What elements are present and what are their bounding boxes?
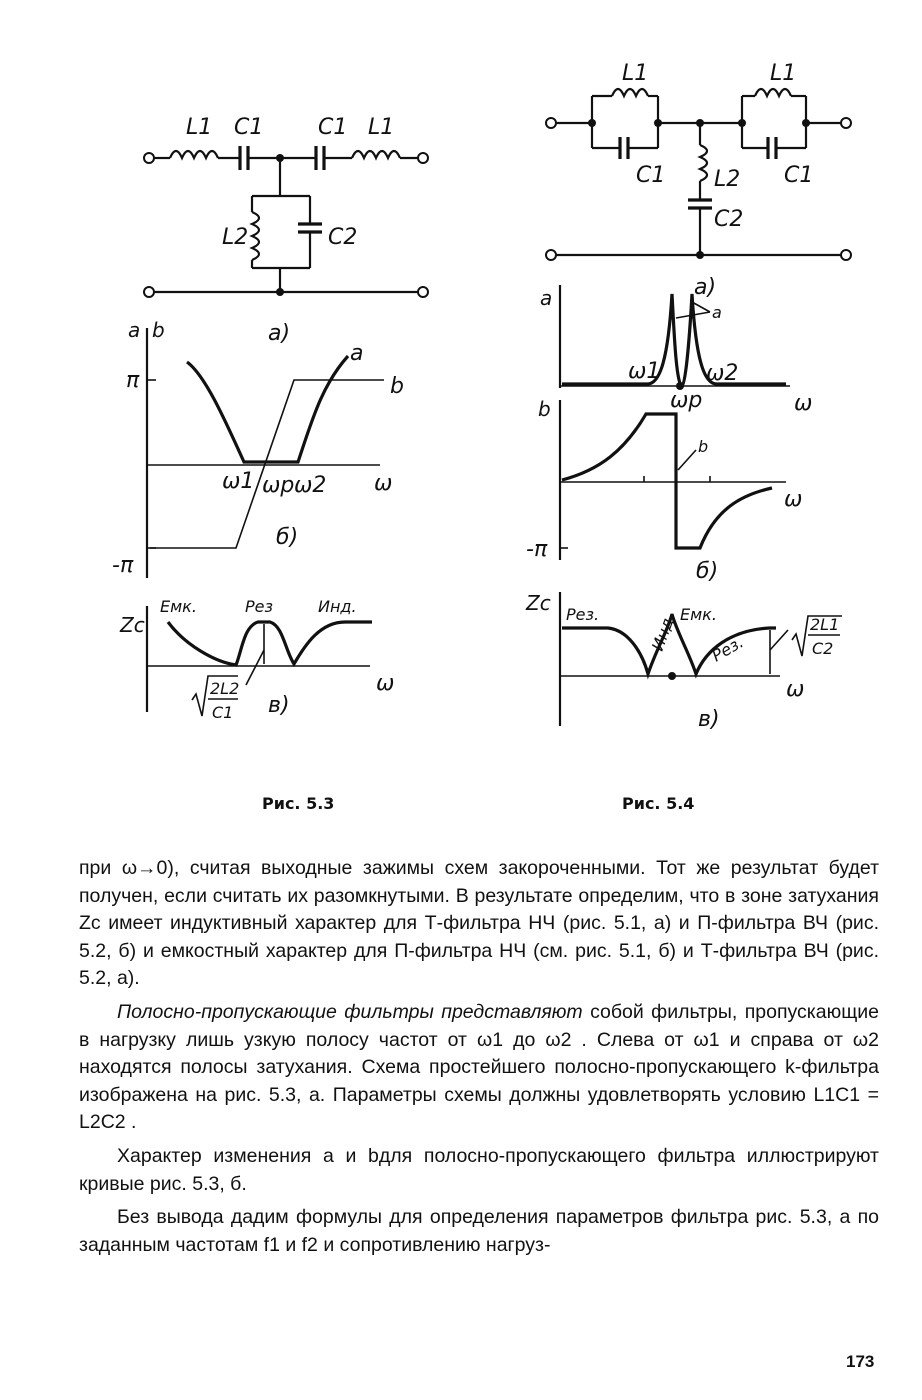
label-neg-pi: -π bbox=[112, 553, 134, 578]
curve-b bbox=[150, 380, 384, 548]
curve-b-label: b bbox=[698, 437, 709, 456]
label-c2: C2 bbox=[328, 225, 358, 250]
label-w2: ω2 bbox=[294, 473, 327, 498]
inductor-l2 bbox=[700, 145, 707, 181]
fig54-caption: Рис. 5.4 bbox=[622, 794, 695, 813]
terminal bbox=[144, 153, 154, 163]
y-label-b: b bbox=[152, 318, 165, 342]
label-rez2: Рез. bbox=[708, 632, 747, 666]
label-l2: L2 bbox=[222, 225, 249, 250]
label-c1-left: C1 bbox=[636, 163, 666, 188]
label-c2: C2 bbox=[714, 207, 744, 232]
label-rez1: Рез. bbox=[566, 605, 600, 624]
label-emk: Емк. bbox=[680, 605, 717, 624]
inductor-l1-left bbox=[612, 89, 648, 96]
paragraph-3: Характер изменения a и bдля полосно-пропускающего фильтра иллюстрируют кривые рис. 5.3, б. bbox=[79, 1144, 879, 1195]
curve-b bbox=[562, 414, 772, 548]
label-l1-right: L1 bbox=[368, 115, 395, 140]
label-wp: ωp bbox=[670, 388, 703, 413]
fig54-zc-plot bbox=[525, 591, 842, 732]
fig54-b-plot bbox=[526, 397, 802, 584]
label-w: ω bbox=[784, 487, 803, 512]
label-pi: π bbox=[126, 368, 140, 393]
label-c1-right: C1 bbox=[318, 115, 348, 140]
fig53-sublabel-c: в) bbox=[268, 693, 290, 718]
label-rez: Рез bbox=[245, 597, 273, 616]
label-l2: L2 bbox=[714, 167, 741, 192]
body-text bbox=[79, 855, 879, 1259]
sqrt-den: C1 bbox=[212, 703, 234, 722]
y-label-a: a bbox=[128, 318, 141, 342]
paragraph-2-term: Полосно-пропускающие фильтры представляют bbox=[117, 1000, 583, 1023]
label-w: ω bbox=[794, 391, 813, 416]
fig53-circuit bbox=[144, 115, 428, 346]
curve-a bbox=[187, 356, 348, 462]
label-l1-left: L1 bbox=[622, 61, 649, 86]
label-w: ω bbox=[374, 471, 393, 496]
y-label-zc: Zc bbox=[120, 613, 145, 637]
inductor-l1-right bbox=[755, 89, 791, 96]
y-label-zc: Zc bbox=[526, 591, 551, 615]
inductor-l2 bbox=[252, 212, 259, 260]
label-ind: Инд bbox=[647, 615, 678, 654]
label-neg-pi: -π bbox=[526, 537, 548, 562]
label-w1: ω1 bbox=[222, 469, 255, 494]
paragraph-4: Без вывода дадим формулы для определения параметров фильтра рис. 5.3, а по заданным частотам f1 и f2 и сопротивлению нагруз- bbox=[79, 1206, 879, 1256]
paragraph-2 bbox=[79, 999, 879, 1137]
label-ind: Инд. bbox=[318, 597, 357, 616]
label-wp: ωp bbox=[262, 473, 295, 498]
fig53-phase-plot bbox=[112, 318, 404, 578]
curve-a-label: a bbox=[712, 303, 722, 322]
label-l1-right: L1 bbox=[770, 61, 797, 86]
label-w: ω bbox=[376, 671, 395, 696]
fig53-sublabel-b: б) bbox=[276, 525, 299, 550]
fig53-caption: Рис. 5.3 bbox=[262, 794, 335, 813]
fig54-sublabel-b: б) bbox=[696, 559, 719, 584]
label-c1-right: C1 bbox=[784, 163, 814, 188]
label-c1-left: C1 bbox=[234, 115, 264, 140]
fig54-sublabel-c: в) bbox=[698, 707, 720, 732]
fig54-a-plot bbox=[540, 285, 812, 416]
fig54-sublabel-a: а) bbox=[694, 275, 717, 300]
fig54-circuit bbox=[546, 61, 851, 300]
label-emk: Емк. bbox=[160, 597, 197, 616]
label-w2: ω2 bbox=[706, 361, 739, 386]
sqrt-den: C2 bbox=[812, 639, 834, 658]
label-l1-left: L1 bbox=[186, 115, 213, 140]
fig53-zc-plot bbox=[119, 597, 394, 722]
y-label-a: a bbox=[540, 286, 553, 310]
page-number: 173 bbox=[846, 1352, 875, 1371]
curve-a-label: a bbox=[350, 341, 364, 366]
zc-curve bbox=[168, 622, 372, 665]
sqrt-num: 2L1 bbox=[810, 615, 840, 634]
inductor-l1-right bbox=[352, 151, 400, 158]
paragraph-1: при ω→0), считая выходные зажимы схем закороченными. Тот же результат будет получен, если считать их разомкнутыми. В результате определим, что в зоне затухания Zc имеет индуктивный характер для Т-фильтра НЧ (рис. 5.1, а) и П-фильтра ВЧ (рис. 5.2, б) и емкостный характер для П-фильтра НЧ (см. рис. 5.1, б) и Т-фильтра ВЧ (рис. 5.2, а). bbox=[79, 857, 879, 990]
label-w1: ω1 bbox=[628, 359, 661, 384]
sqrt-num: 2L2 bbox=[210, 679, 240, 698]
curve-b-label: b bbox=[390, 374, 404, 399]
fig53-sublabel-a: а) bbox=[268, 321, 291, 346]
label-w: ω bbox=[786, 677, 805, 702]
curve-a bbox=[562, 294, 786, 386]
inductor-l1-left bbox=[170, 151, 218, 158]
y-label-b: b bbox=[538, 397, 551, 421]
paragraph-2-rest: собой фильтры, пропускающие в нагрузку лишь узкую полосу частот от ω1 до ω2 . Слева от ω1 и справа от ω2 находятся полосы затухания. Схема простейшего полосно-пропускающего k-фильтра изображена на рис. 5.3, а. Параметры схемы должны удовлетворять условию L1C1 = L2C2 . bbox=[79, 1000, 879, 1134]
